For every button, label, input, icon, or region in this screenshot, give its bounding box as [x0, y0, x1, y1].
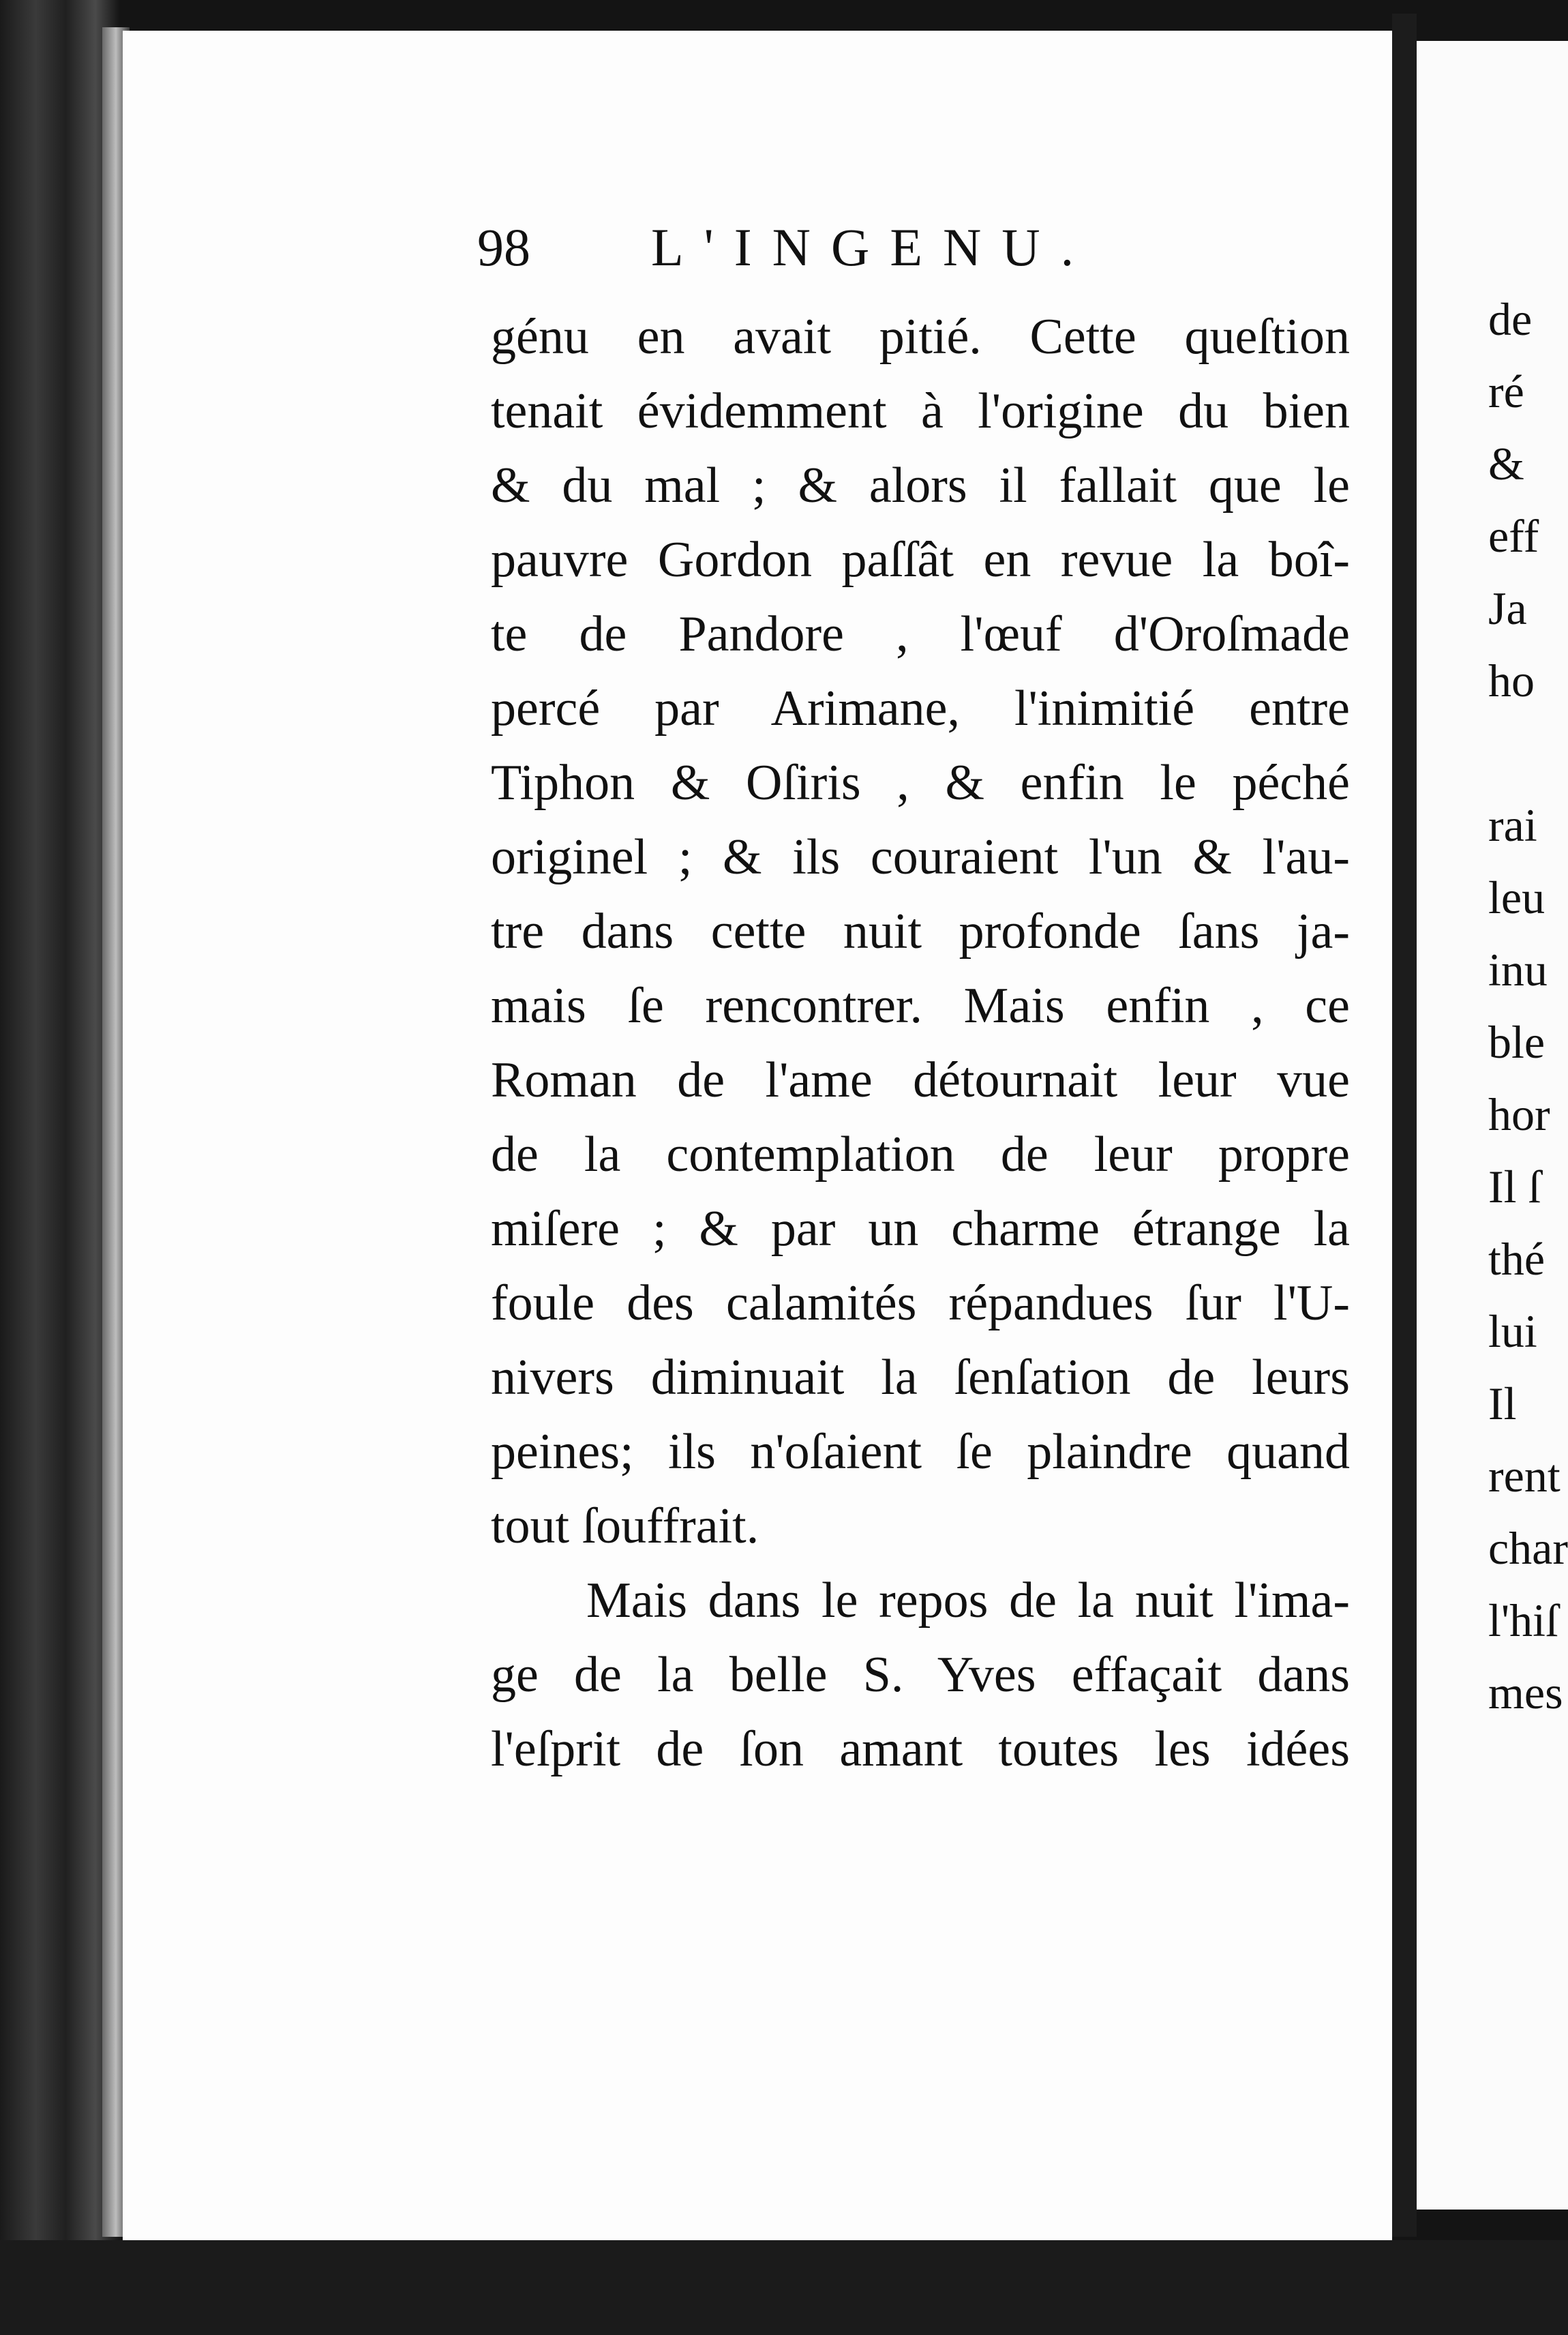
facing-text-line: ho	[1488, 655, 1535, 707]
facing-text-line: Il	[1488, 1378, 1517, 1429]
facing-text-line: ble	[1488, 1016, 1546, 1068]
facing-text-line: inu	[1488, 944, 1548, 996]
text-line: te de Pandore , l'œuf d'Oroſmade	[491, 606, 1350, 662]
facing-text-line: leu	[1488, 872, 1546, 923]
text-line: pauvre Gordon paſſât en revue la boî-	[491, 532, 1350, 588]
book-spine	[0, 0, 119, 2335]
facing-text-line: Ja	[1488, 582, 1527, 634]
facing-text-line: rai	[1488, 799, 1537, 851]
text-line: originel ; & ils couraient l'un & l'au-	[491, 829, 1350, 885]
facing-text-line	[1488, 717, 1568, 789]
page-number: 98	[477, 218, 530, 277]
text-line: percé par Arimane, l'inimitié entre	[491, 681, 1350, 737]
text-line: Roman de l'ame détournait leur vue	[491, 1052, 1350, 1108]
book-gutter	[1392, 14, 1417, 2237]
text-line: Mais dans le repos de la nuit l'ima-	[586, 1573, 1350, 1628]
facing-text-line: ré	[1488, 366, 1524, 417]
running-title: L'INGENU.	[651, 218, 1095, 277]
facing-text-line: char	[1488, 1522, 1568, 1574]
text-line: nivers diminuait la ſenſation de leurs	[491, 1350, 1350, 1406]
text-line: génu en avait pitié. Cette queſtion	[491, 309, 1350, 365]
facing-text-line: &	[1488, 438, 1524, 490]
body-text	[491, 300, 1350, 1787]
text-line: mais ſe rencontrer. Mais enfin , ce	[491, 978, 1350, 1034]
facing-text-line: rent	[1488, 1450, 1561, 1502]
text-line: ge de la belle S. Yves effaçait dans	[491, 1647, 1350, 1703]
scan-background	[0, 2240, 1568, 2335]
facing-text-line: l'hiſ	[1488, 1594, 1558, 1646]
text-line: tout ſouffrait.	[491, 1498, 759, 1554]
facing-text-line: mes	[1488, 1667, 1563, 1719]
facing-page-text	[1488, 283, 1568, 1729]
text-line: de la contemplation de leur propre	[491, 1127, 1350, 1183]
text-line: & du mal ; & alors il fallait que le	[491, 458, 1350, 514]
text-line: tenait évidemment à l'origine du bien	[491, 383, 1350, 439]
text-line: peines; ils n'oſaient ſe plaindre quand	[491, 1424, 1350, 1480]
text-line: l'eſprit de ſon amant toutes les idées	[491, 1721, 1350, 1777]
facing-text-line: thé	[1488, 1233, 1546, 1285]
text-line: foule des calamités répandues ſur l'U-	[491, 1275, 1350, 1331]
facing-text-line: eff	[1488, 510, 1539, 562]
facing-text-line: lui	[1488, 1305, 1537, 1357]
running-head	[477, 217, 1350, 292]
text-line: Tiphon & Oſiris , & enfin le péché	[491, 755, 1350, 811]
text-line: miſere ; & par un charme étrange la	[491, 1201, 1350, 1257]
facing-text-line: de	[1488, 293, 1533, 345]
facing-text-line: Il ſ	[1488, 1161, 1541, 1213]
text-line: tre dans cette nuit profonde ſans ja-	[491, 904, 1350, 960]
facing-text-line: hor	[1488, 1088, 1550, 1140]
